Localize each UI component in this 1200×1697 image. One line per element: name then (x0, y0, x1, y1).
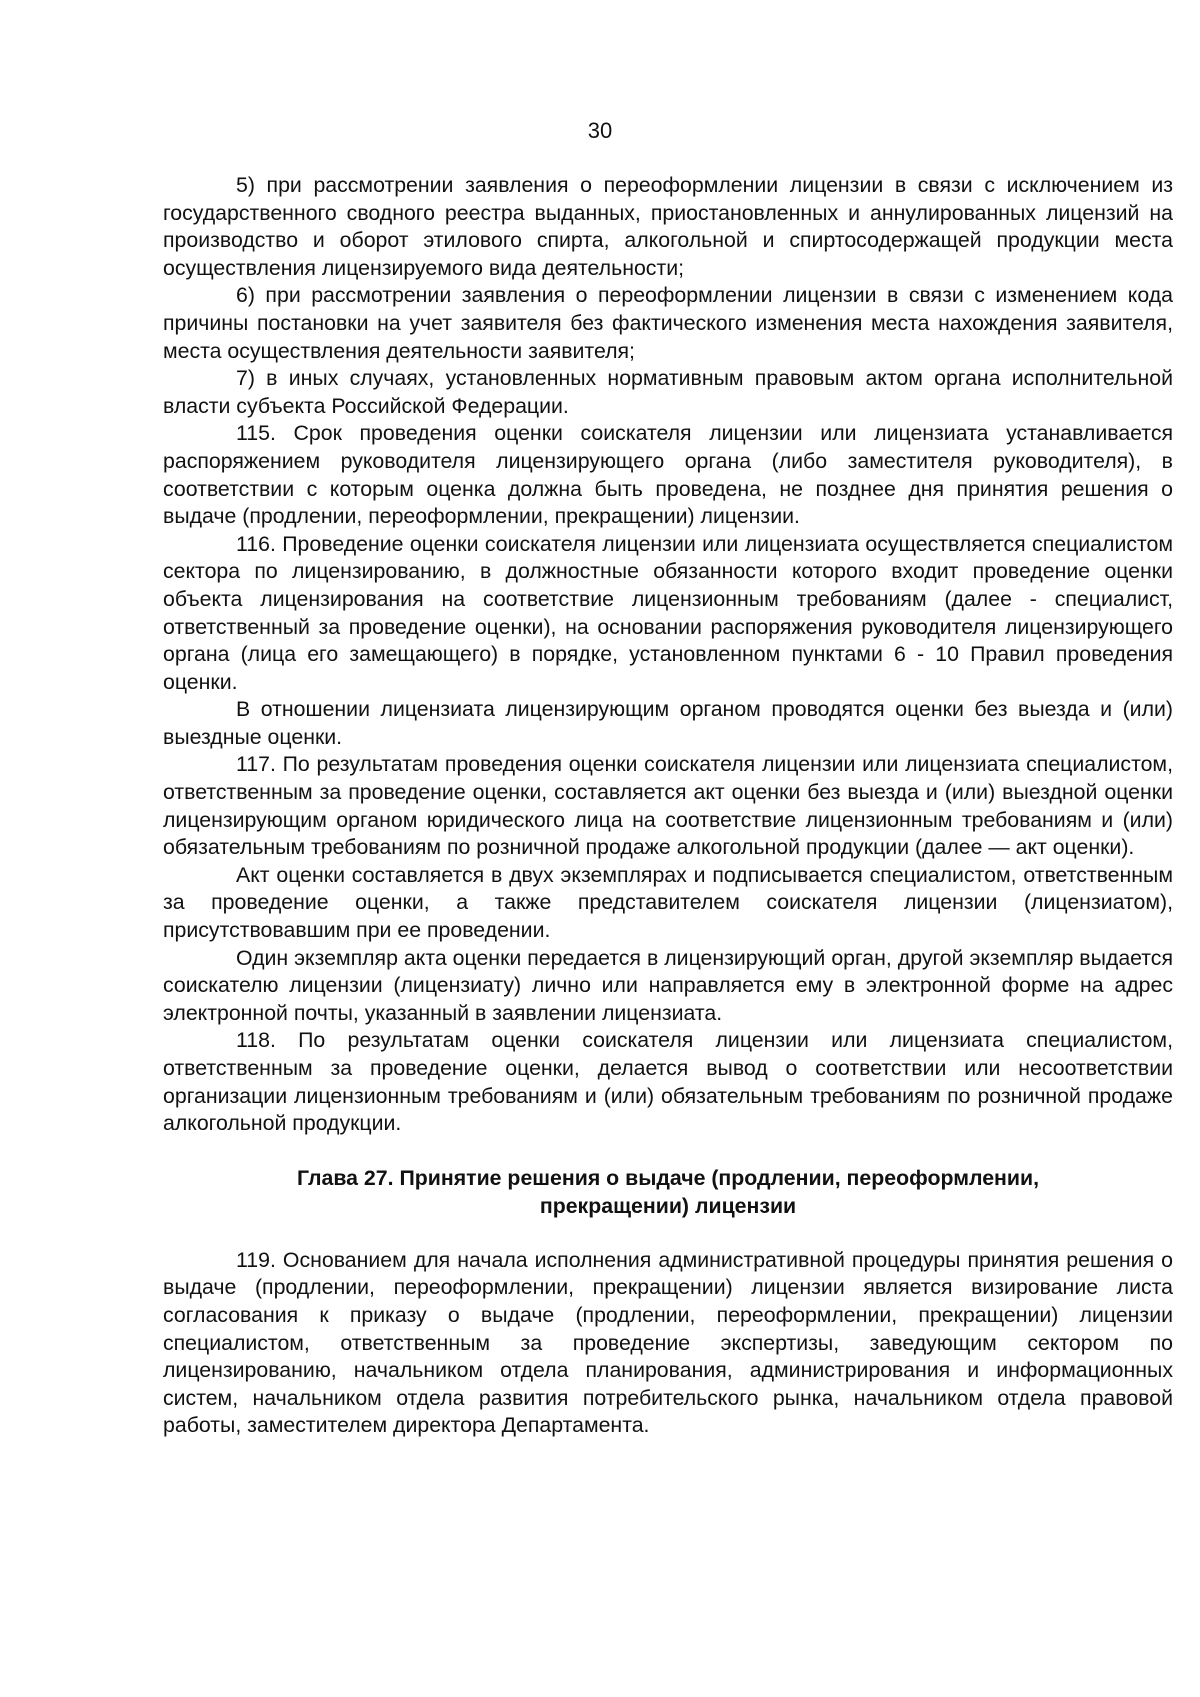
paragraph-item-7: 7) в иных случаях, установленных нормативным правовым актом органа исполнительной власти субъекта Российской Федерации. (163, 366, 1173, 418)
document-body (163, 172, 1173, 1440)
chapter-heading-line-2: прекращении) лицензии (539, 1193, 797, 1218)
paragraph-117-act: Акт оценки составляется в двух экземплярах и подписывается специалистом, ответственным за проведение оценки, а также представителем соискателя лицензии (лицензиатом), присутствовавшим при ее проведении. (163, 862, 1173, 943)
paragraph-item-5: 5) при рассмотрении заявления о переоформлении лицензии в связи с исключением из государственного сводного реестра выданных, приостановленных и аннулированных лицензий на производство и оборот этилового спирта, алкогольной и спиртосодержащей продукции места осуществления лицензируемого вида деятельности; (163, 173, 1173, 280)
paragraph-117: 117. По результатам проведения оценки соискателя лицензии или лицензиата специалистом, ответственным за проведение оценки, составляется акт оценки без выезда и (или) выездной оценки лицензирующим органом юридического лица на соответствие лицензионным требованиям и (или) обязательным требованиям по розничной продаже алкогольной продукции (далее — акт оценки). (163, 752, 1173, 860)
chapter-heading (163, 1164, 1173, 1220)
paragraph-item-6: 6) при рассмотрении заявления о переоформлении лицензии в связи с изменением кода причины постановки на учет заявителя без фактического изменения места нахождения заявителя, места осуществления деятельности заявителя; (163, 283, 1173, 363)
paragraph-116-continuation: В отношении лицензиата лицензирующим органом проводятся оценки без выезда и (или) выездные оценки. (163, 697, 1173, 749)
paragraph-115: 115. Срок проведения оценки соискателя лицензии или лицензиата устанавливается распоряжением руководителя лицензирующего органа (либо заместителя руководителя), в соответствии с которым оценка должна быть проведена, не позднее дня принятия решения о выдаче (продлении, переоформлении, прекращении) лицензии. (163, 421, 1173, 529)
paragraph-119: 119. Основанием для начала исполнения административной процедуры принятия решения о выдаче (продлении, переоформлении, прекращении) лицензии является визирование листа согласования к приказу о выдаче (продлении, переоформлении, прекращении) лицензии специалистом, ответственным за проведение экспертизы, заведующим сектором по лицензированию, начальником отдела планирования, администрирования и информационных систем, начальником отдела развития потребительского рынка, начальником отдела правовой работы, заместителем директора Департамента. (163, 1247, 1173, 1438)
paragraph-116: 116. Проведение оценки соискателя лицензии или лицензиата осуществляется специалистом сектора по лицензированию, в должностные обязанности которого входит проведение оценки объекта лицензирования на соответствие лицензионным требованиям (далее - специалист, ответственный за проведение оценки), на основании распоряжения руководителя лицензирующего органа (лица его замещающего) в порядке, установленном пунктами 6 - 10 Правил проведения оценки. (163, 531, 1173, 694)
paragraph-117-copies: Один экземпляр акта оценки передается в лицензирующий орган, другой экземпляр выдается соискателю лицензии (лицензиату) лично или направляется ему в электронной форме на адрес электронной почты, указанный в заявлении лицензиата. (163, 945, 1173, 1025)
chapter-heading-line-1: Глава 27. Принятие решения о выдаче (продлении, переоформлении, (296, 1165, 1040, 1190)
paragraph-118: 118. По результатам оценки соискателя лицензии или лицензиата специалистом, ответственным за проведение оценки, делается вывод о соответствии или несоответствии организации лицензионным требованиям и (или) обязательным требованиям по розничной продаже алкогольной продукции. (163, 1028, 1173, 1136)
page-number: 30 (587, 118, 613, 143)
